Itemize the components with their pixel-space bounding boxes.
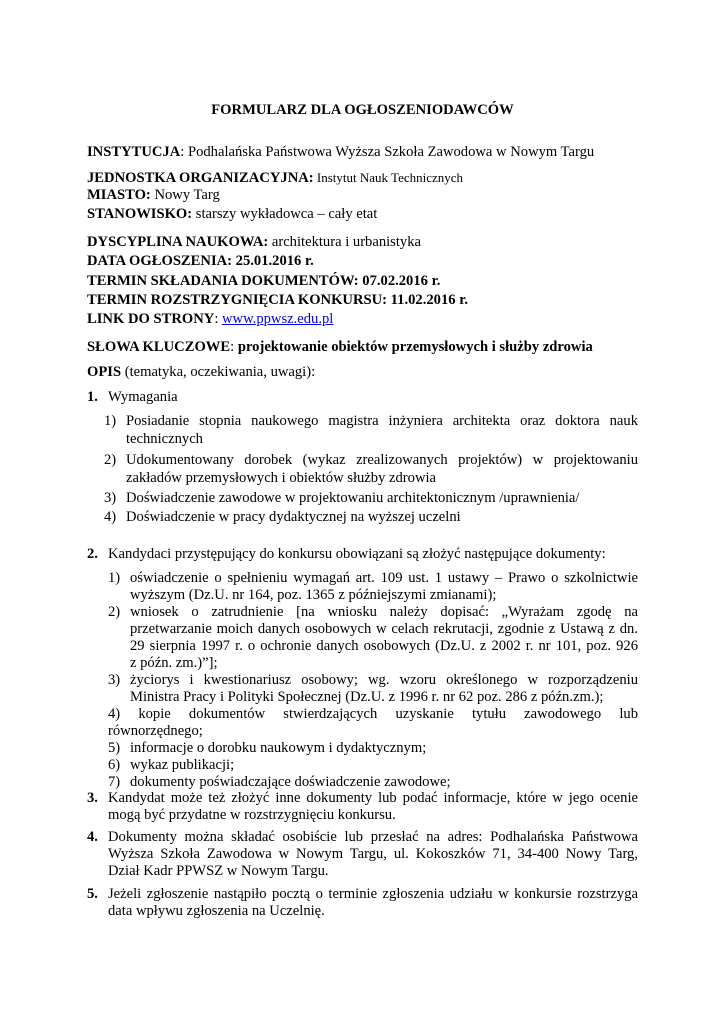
link-line (87, 311, 333, 328)
s2-item-4-line-2: równorzędnego; (108, 723, 203, 739)
s2-item-4-line-1: 4) kopie dokumentów stwierdzających uzyskanie tytułu zawodowego lub (108, 706, 638, 722)
section-5-line-2: data wpływu zgłoszenia na Uczelnię. (108, 903, 325, 919)
website-link[interactable]: www.ppwsz.edu.pl (222, 311, 334, 327)
s2-item-7-number: 7) (108, 774, 121, 790)
s2-item-5-line-1: informacje o dorobku naukowym i dydaktycznym; (130, 740, 427, 756)
description-line (87, 364, 315, 381)
section-4-number: 4. (87, 829, 98, 845)
description-label: OPIS (87, 364, 122, 380)
s1-item-2-line-2: zakładów przemysłowych i obiektów służby zdrowia (126, 470, 437, 486)
description-hint: (tematyka, oczekiwania, uwagi): (121, 364, 316, 380)
section-1-title: Wymagania (108, 389, 178, 405)
s1-item-4-line-1: Doświadczenie w pracy dydaktycznej na wyższej uczelni (126, 509, 461, 525)
s2-item-2-line-1: wniosek o zatrudnienie [na wniosku należy dopisać: „Wyrażam zgodę na (130, 604, 638, 620)
city-value: Nowy Targ (150, 187, 220, 203)
unit-label: JEDNOSTKA ORGANIZACYJNA: (87, 170, 314, 186)
city-line (87, 187, 220, 204)
section-4-line-2: Wyższa Szkoła Zawodowa w Nowym Targu, ul. Kokoszków 71, 34-400 Nowy Targ, (108, 846, 638, 862)
s2-item-2-line-2: przetwarzanie moich danych osobowych w celach rekrutacji, zgodnie z Ustawą z dn. (130, 621, 638, 637)
s2-item-5-number: 5) (108, 740, 121, 756)
section-1-number: 1. (87, 389, 98, 405)
city-label: MIASTO: (87, 187, 151, 203)
link-label: LINK DO STRONY (87, 311, 215, 327)
position-label: STANOWISKO: (87, 206, 193, 222)
submission-deadline: TERMIN SKŁADANIA DOKUMENTÓW: 07.02.2016 r. (87, 273, 441, 289)
discipline-label: DYSCYPLINA NAUKOWA: (87, 234, 269, 250)
s2-item-1-number: 1) (108, 570, 121, 586)
s2-item-1-line-1: oświadczenie o spełnieniu wymagań art. 109 ust. 1 ustawy – Prawo o szkolnictwie (130, 570, 638, 586)
keywords-value: projektowanie obiektów przemysłowych i służby zdrowia (237, 339, 593, 355)
section-2-number: 2. (87, 546, 98, 562)
section-5-line-1: Jeżeli zgłoszenie nastąpiło pocztą o terminie zgłoszenia udziału w konkursie rozstrzyga (108, 886, 638, 902)
discipline-value: architektura i urbanistyka (268, 234, 421, 250)
link-colon: : (214, 311, 223, 327)
s1-item-1-line-1: Posiadanie stopnia naukowego magistra inżyniera architekta oraz doktora nauk (126, 413, 638, 429)
form-title: FORMULARZ DLA OGŁOSZENIODAWCÓW (211, 102, 514, 118)
s2-item-3-line-1: życiorys i kwestionariusz osobowy; wg. wzoru określonego w rozporządzeniu (130, 672, 638, 688)
section-3-number: 3. (87, 790, 98, 806)
s2-item-6-line-1: wykaz publikacji; (130, 757, 235, 773)
resolution-deadline: TERMIN ROZSTRZYGNIĘCIA KONKURSU: 11.02.2016 r. (87, 292, 468, 308)
section-3-line-2: mogą być przydatne w rozstrzygnięciu konkursu. (108, 807, 396, 823)
s2-item-1-line-2: wyższym (Dz.U. nr 164, poz. 1365 z późniejszymi zmianami); (130, 587, 497, 603)
keywords-line (87, 339, 593, 356)
discipline-line (87, 234, 421, 251)
section-4-line-3: Dział Kadr PPWSZ w Nowym Targu. (108, 863, 329, 879)
unit-value: Instytut Nauk Technicznych (313, 170, 464, 185)
position-line (87, 206, 377, 223)
institution-label: INSTYTUCJA (87, 144, 181, 160)
s2-item-2-number: 2) (108, 604, 121, 620)
s1-item-3-line-1: Doświadczenie zawodowe w projektowaniu architektonicznym /uprawnienia/ (126, 490, 580, 506)
institution-line (87, 144, 594, 161)
position-value: starszy wykładowca – cały etat (192, 206, 378, 222)
s2-item-2-line-4: z późn. zm.)”]; (130, 655, 218, 671)
section-5-number: 5. (87, 886, 98, 902)
s2-item-2-line-3: 29 sierpnia 1997 r. o ochronie danych osobowych (Dz.U. z 2002 r. nr 101, poz. 926 (130, 638, 638, 654)
s1-item-2-line-1: Udokumentowany dorobek (wykaz zrealizowanych projektów) w projektowaniu (126, 452, 638, 468)
s1-item-2-number: 2) (104, 452, 117, 468)
section-2-title: Kandydaci przystępujący do konkursu obowiązani są złożyć następujące dokumenty: (108, 546, 606, 562)
s1-item-4-number: 4) (104, 509, 117, 525)
keywords-colon: : (230, 339, 238, 355)
announcement-date: DATA OGŁOSZENIA: 25.01.2016 r. (87, 253, 314, 269)
keywords-label: SŁOWA KLUCZOWE (87, 339, 231, 355)
s2-item-3-number: 3) (108, 672, 121, 688)
institution-value: : Podhalańska Państwowa Wyższa Szkoła Zawodowa w Nowym Targu (180, 144, 595, 160)
s2-item-6-number: 6) (108, 757, 121, 773)
section-3-line-1: Kandydat może też złożyć inne dokumenty lub podać informacje, które w jego ocenie (108, 790, 638, 806)
section-4-line-1: Dokumenty można składać osobiście lub przesłać na adres: Podhalańska Państwowa (108, 829, 638, 845)
s2-item-3-line-2: Ministra Pracy i Polityki Społecznej (Dz.U. z 1996 r. nr 62 poz. 286 z późn.zm.); (130, 689, 604, 705)
s1-item-3-number: 3) (104, 490, 117, 506)
s2-item-7-line-1: dokumenty poświadczające doświadczenie zawodowe; (130, 774, 451, 790)
s1-item-1-number: 1) (104, 413, 117, 429)
unit-line (87, 169, 463, 187)
s1-item-1-line-2: technicznych (126, 431, 203, 447)
